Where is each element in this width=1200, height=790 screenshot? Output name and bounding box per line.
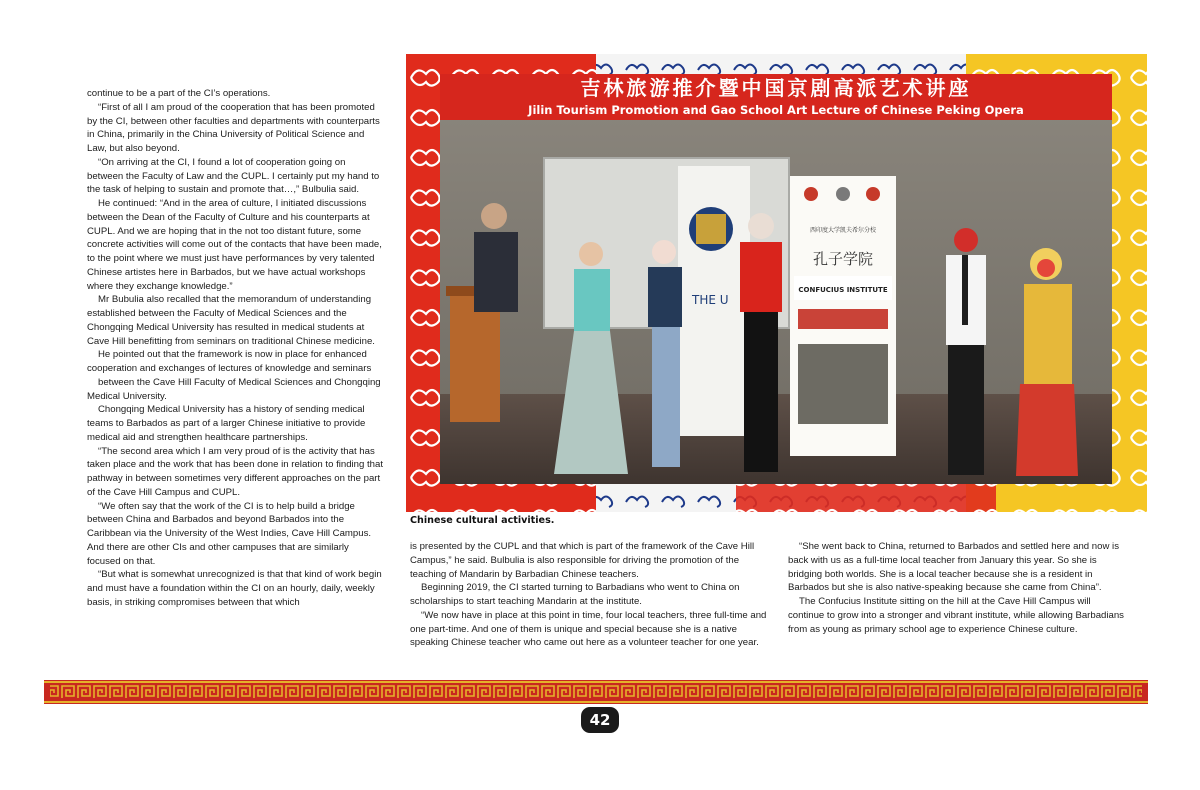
paragraph: “But what is somewhat unrecognized is that that kind of work begin and must have a foundation within the CI on an hourly, daily, weekly basis, in striking compromises between that which (87, 569, 382, 608)
paragraph: Mr Bubulia also recalled that the memorandum of understanding established between the Faculty of Medical Sciences and the Chongqing Medical University has resulted in medical students at Cave Hill benefitting from seminars on traditional Chinese medicine. (87, 294, 375, 347)
sign-left-text: THE U (692, 293, 729, 307)
sign-right-small: 西印度大学凯夫希尔分校 (809, 227, 877, 234)
paragraph: The Confucius Institute sitting on the hill at the Cave Hill Campus will continue to grow into a stronger and vibrant institute, while allowing Barbadians from as young as primary school age to experience Chinese culture. (788, 596, 1124, 635)
event-photo (406, 54, 1147, 512)
banner-chinese-title: 吉林旅游推介暨中国京剧高派艺术讲座 (580, 76, 972, 100)
article-column-left (87, 87, 384, 610)
paragraph: “She went back to China, returned to Barbados and settled here and now is back with us as a full-time local teacher from January this year. So she is bridging both worlds. She is a local teacher because she is a resident in Barbados but she is also native-speaking because she came from China”. (788, 541, 1119, 594)
paragraph: He pointed out that the framework is now in place for enhanced cooperation and exchanges of lectures of knowledge and seminars (87, 349, 372, 374)
paragraph: Chongqing Medical University has a history of sending medical teams to Barbados as part of a larger Chinese initiative to provide medical aid and strengthen healthcare partnerships. (87, 404, 366, 443)
paragraph: He continued: “And in the area of culture, I initiated discussions between the Dean of the Faculty of Culture and his counterparts at CUPL. And we are hoping that in the not too distant future, some concrete activities will come out of the contacts that have been made, to the point where we must just have performances by very talented Chinese artistes here in Barbados, but we have actual workshops where they exchange knowledge.” (87, 198, 382, 292)
paragraph: is presented by the CUPL and that which is part of the framework of the Cave Hill Campus,” he said. Bulbulia is also responsible for driving the promotion of the teaching of Mandarin by Barbadian Chinese teachers. (410, 541, 755, 580)
paragraph: “We now have in place at this point in time, four local teachers, three full-time and one part-time. And one of them is unique and special because she is a native speaking Chinese teacher who came out here as a volunteer teacher for one year. (410, 609, 767, 649)
paragraph: between the Cave Hill Faculty of Medical Sciences and Chongqing Medical University. (87, 376, 381, 402)
article-column-right (788, 540, 1128, 636)
sign-right-chinese: 孔子学院 (812, 250, 874, 268)
photo-caption: Chinese cultural activities. (410, 515, 555, 526)
paragraph: “The second area which I am very proud of is the activity that has taken place and the work that has been done in relation to finding that pathway in between sometimes very different approaches on the part of the Cave Hill Campus and CUPL. (87, 445, 384, 498)
paragraph: “First of all I am proud of the cooperation that has been promoted by the CI, between other faculties and departments with counterparts in China, primarily in the China University of Political Science and Law, but also beyond. (87, 101, 380, 154)
paragraph: “We often say that the work of the CI is to help build a bridge between China and Barbados and beyond Barbados into the Caribbean via the University of the West Indies, Cave Hill Campus. And there are other CIs and other campuses that are similarly focused on that. (87, 500, 372, 567)
paragraph: “On arriving at the CI, I found a lot of cooperation going on between the Faculty of Law and the CUPL. I certainly put my hand to the task of helping to sustain and promote that…,” Bulbulia said. (87, 156, 380, 196)
article-column-middle (410, 540, 768, 650)
sign-right-english: CONFUCIUS INSTITUTE (798, 286, 888, 294)
page-number-badge: 42 (581, 707, 619, 733)
paragraph: Beginning 2019, the CI started turning to Barbadians who went to China on scholarships to start teaching Mandarin at the institute. (410, 582, 740, 607)
photo-scene (440, 74, 1112, 484)
paragraph: continue to be a part of the CI’s operations. (87, 88, 271, 99)
decorative-border-band (44, 680, 1148, 704)
banner-english-title: Jilin Tourism Promotion and Gao School Art Lecture of Chinese Peking Opera (528, 103, 1024, 117)
